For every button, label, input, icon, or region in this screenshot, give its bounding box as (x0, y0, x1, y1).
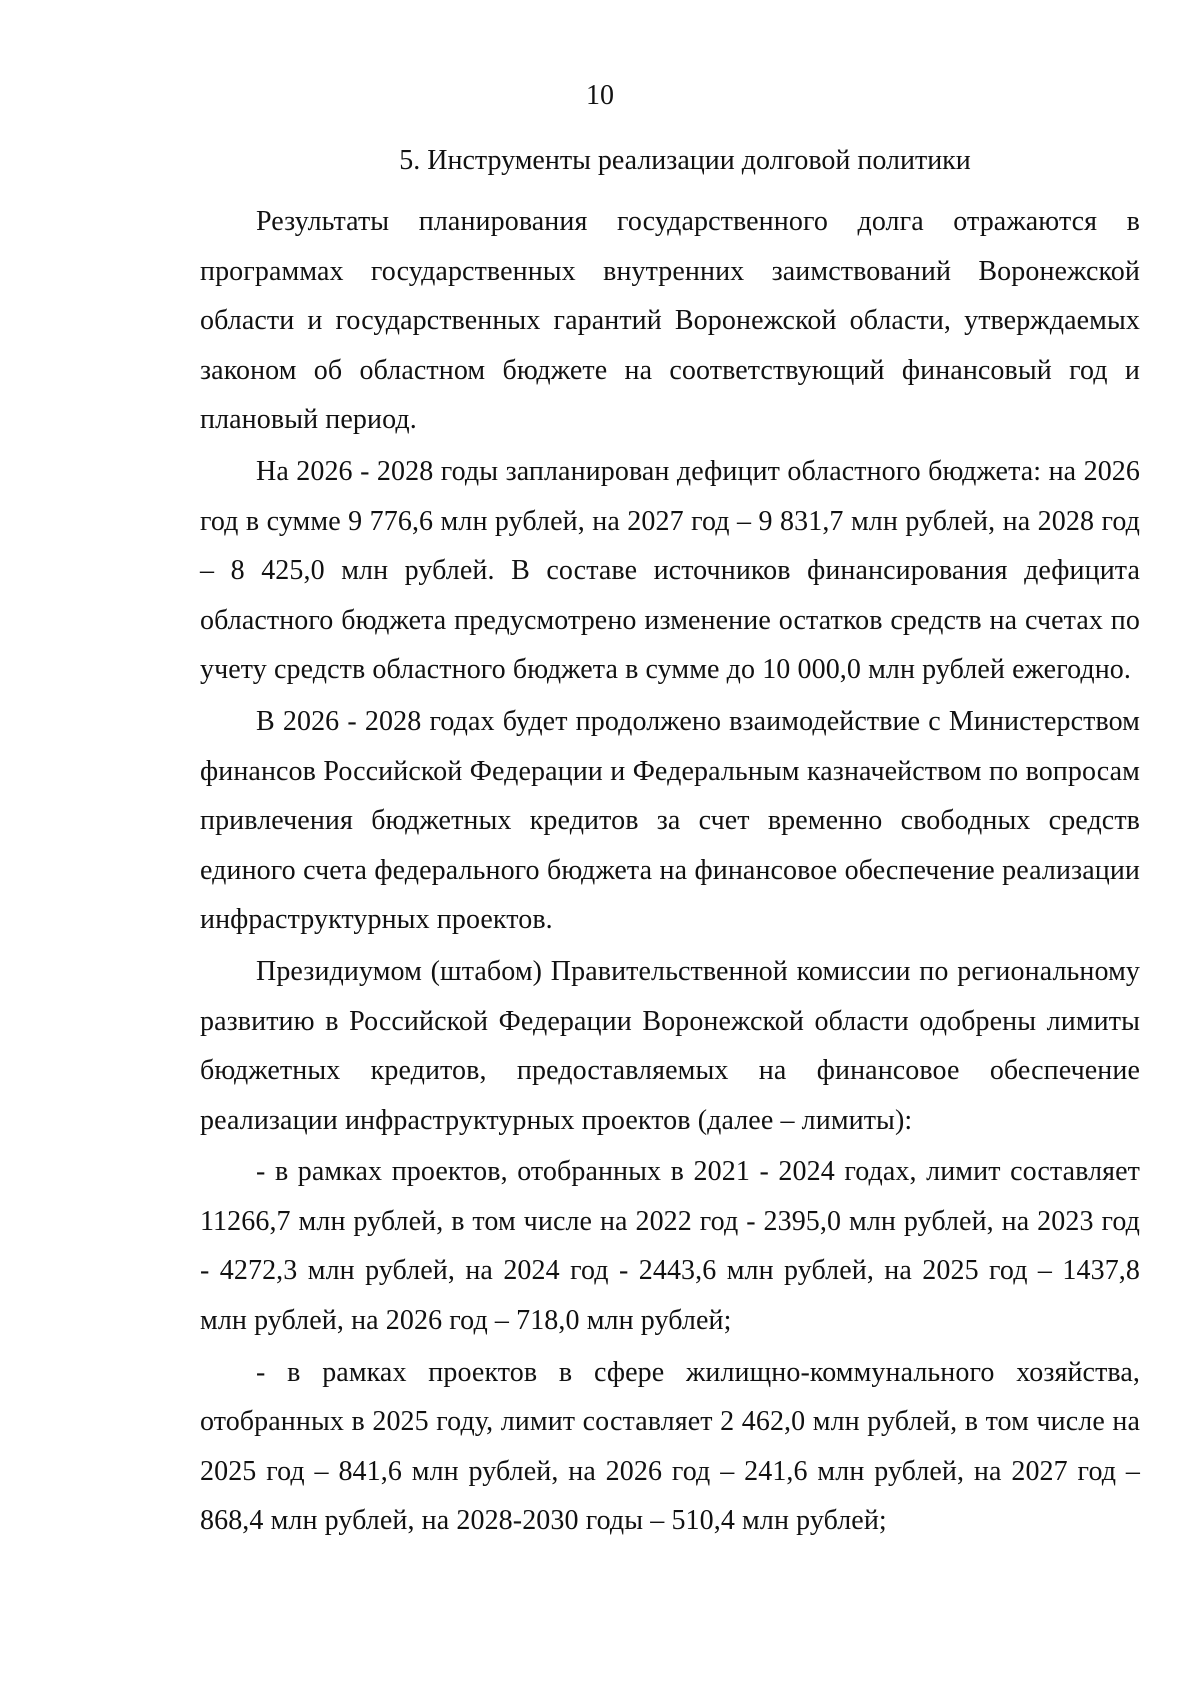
paragraph-debt-planning: Результаты планирования государственного долга отражаются в программах государственных внутренних заимствований Воронежской области и государственных гарантий Воронежской области, утверждаемых законом об областном бюджете на соответствующий финансовый год и плановый период. (200, 206, 1140, 436)
list-item-limits-2021-2024: - в рамках проектов, отобранных в 2021 - 2024 годах, лимит составляет 11266,7 млн рублей, в том числе на 2022 год - 2395,0 млн рублей, на 2023 год - 4272,3 млн рублей, на 2024 год - 2443,6 млн рублей, на 2025 год – 1437,8 млн рублей, на 2026 год – 718,0 млн рублей; (200, 1156, 1140, 1337)
section-title: 5. Инструменты реализации долговой политики (399, 145, 971, 176)
paragraph-federal-cooperation: В 2026 - 2028 годах будет продолжено взаимодействие с Министерством финансов Российской Федерации и Федеральным казначейством по вопросам привлечения бюджетных кредитов за счет временно свободных средств единого счета федерального бюджета на финансовое обеспечение реализации инфраструктурных проектов. (200, 705, 1140, 936)
paragraph-credit-limits: Президиумом (штабом) Правительственной комиссии по региональному развитию в Российской Федерации Воронежской области одобрены лимиты бюджетных кредитов, предоставляемых на финансовое обеспечение реализации инфраструктурных проектов (далее – лимиты): (200, 955, 1140, 1136)
page-number: 10 (586, 80, 614, 111)
paragraph-budget-deficit: На 2026 - 2028 годы запланирован дефицит областного бюджета: на 2026 год в сумме 9 776,6 млн рублей, на 2027 год – 9 831,7 млн рублей, на 2028 год – 8 425,0 млн рублей. В составе источников финансирования дефицита областного бюджета предусмотрено изменение остатков средств на счетах по учету средств областного бюджета в сумме до 10 000,0 млн рублей ежегодно. (200, 455, 1140, 686)
document-body (200, 197, 1140, 1548)
list-item-limits-housing-2025: - в рамках проектов в сфере жилищно-коммунального хозяйства, отобранных в 2025 году, лимит составляет 2 462,0 млн рублей, в том числе на 2025 год – 841,6 млн рублей, на 2026 год – 241,6 млн рублей, на 2027 год – 868,4 млн рублей, на 2028-2030 годы – 510,4 млн рублей; (200, 1356, 1140, 1537)
